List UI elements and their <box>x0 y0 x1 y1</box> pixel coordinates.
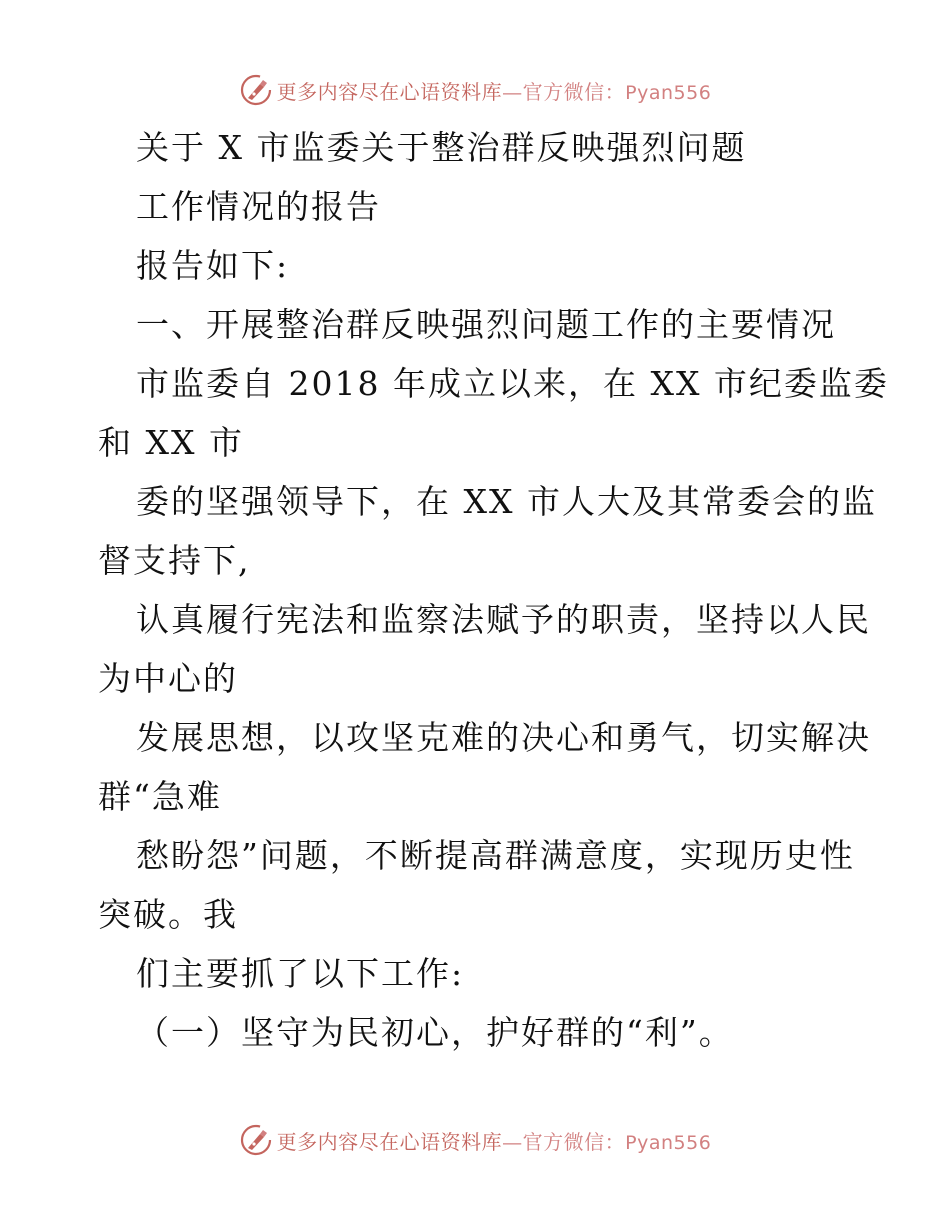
doc-paragraph-line: 委的坚强领导下，在 XX 市人大及其常委会的监 <box>136 482 877 521</box>
watermark-separator: — <box>502 1129 523 1154</box>
doc-paragraph-line: 愁盼怨”问题，不断提高群满意度，实现历史性 <box>136 836 855 875</box>
document-body <box>98 118 889 1062</box>
watermark-brand: 更多内容尽在心语资料库 <box>276 1129 503 1154</box>
doc-paragraph-line: 们主要抓了以下工作: <box>136 954 465 993</box>
header-watermark <box>0 70 950 110</box>
doc-title-line-1: 关于 X 市监委关于整治群反映强烈问题 <box>136 128 747 167</box>
pen-nib-icon <box>239 73 273 107</box>
doc-title-line-2: 工作情况的报告 <box>136 187 381 226</box>
watermark-suffix: 官方微信： <box>522 1129 626 1154</box>
doc-paragraph-line: 突破。我 <box>98 895 238 934</box>
doc-paragraph-line: 报告如下: <box>136 246 290 285</box>
doc-paragraph-line: 和 XX 市 <box>98 423 244 462</box>
pen-nib-icon <box>239 1123 273 1157</box>
watermark-separator: — <box>502 79 523 104</box>
doc-paragraph-line: 督支持下, <box>98 541 251 580</box>
watermark-account: Pyan556 <box>625 81 712 104</box>
doc-paragraph-line: 认真履行宪法和监察法赋予的职责，坚持以人民 <box>136 600 871 639</box>
watermark-suffix: 官方微信： <box>522 79 626 104</box>
doc-paragraph-line: 市监委自 2018 年成立以来，在 XX 市纪委监委 <box>136 364 889 403</box>
watermark-account: Pyan556 <box>625 1131 712 1154</box>
doc-paragraph-line: 发展思想，以攻坚克难的决心和勇气，切实解决 <box>136 718 871 757</box>
footer-watermark <box>0 1120 950 1160</box>
doc-paragraph-line: 群“急难 <box>98 777 222 816</box>
section-heading: 一、开展整治群反映强烈问题工作的主要情况 <box>136 305 836 344</box>
doc-paragraph-line: 为中心的 <box>98 659 238 698</box>
subsection-heading: （一）坚守为民初心，护好群的“利”。 <box>136 1013 734 1052</box>
watermark-brand: 更多内容尽在心语资料库 <box>276 79 503 104</box>
